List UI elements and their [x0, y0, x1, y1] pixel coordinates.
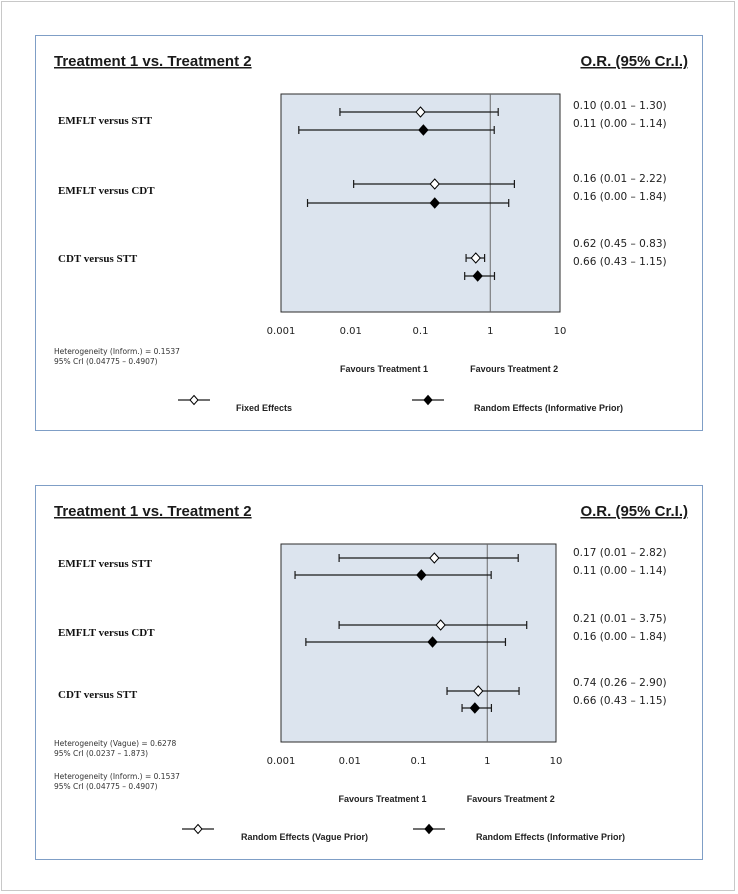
x-tick-label: 0.01	[339, 326, 362, 337]
or-value-label: 0.17 (0.01 – 2.82)	[573, 547, 667, 559]
forest-plot-1	[36, 36, 704, 432]
x-tick-label: 1	[484, 756, 491, 767]
legend-label: Random Effects (Informative Prior)	[474, 403, 624, 413]
comparison-label: EMFLT versus STT	[58, 558, 153, 570]
comparison-label: EMFLT versus CDT	[58, 627, 155, 639]
favours-treatment-1-label: Favours Treatment 1	[338, 794, 427, 804]
forest-plot-2	[36, 486, 704, 861]
heterogeneity-cri-label: 95% CrI (0.04775 – 0.4907)	[54, 357, 158, 366]
or-value-label: 0.16 (0.01 – 2.22)	[573, 173, 667, 185]
filled-diamond-icon	[425, 825, 433, 834]
heterogeneity-cri-label: 95% CrI (0.04775 – 0.4907)	[54, 782, 158, 791]
favours-treatment-2-label: Favours Treatment 2	[470, 364, 559, 374]
or-value-label: 0.10 (0.01 – 1.30)	[573, 100, 667, 112]
x-tick-label: 0.1	[412, 326, 429, 337]
x-tick-label: 0.001	[266, 756, 296, 767]
or-value-label: 0.16 (0.00 – 1.84)	[573, 191, 667, 203]
or-header: O.R. (95% Cr.I.)	[580, 503, 688, 520]
or-value-label: 0.66 (0.43 – 1.15)	[573, 256, 667, 268]
x-tick-label: 10	[549, 756, 563, 767]
open-diamond-icon	[190, 396, 198, 405]
legend-label: Random Effects (Vague Prior)	[241, 832, 369, 842]
heterogeneity-cri-label: 95% CrI (0.0237 – 1.873)	[54, 749, 149, 758]
x-tick-label: 10	[553, 326, 567, 337]
comparison-label: EMFLT versus CDT	[58, 185, 155, 197]
x-tick-label: 0.01	[338, 756, 361, 767]
filled-diamond-icon	[424, 396, 432, 405]
or-value-label: 0.11 (0.00 – 1.14)	[573, 118, 667, 130]
x-tick-label: 0.1	[410, 756, 427, 767]
or-value-label: 0.16 (0.00 – 1.84)	[573, 631, 667, 643]
x-tick-label: 1	[487, 326, 494, 337]
comparison-label: CDT versus STT	[58, 253, 138, 265]
open-diamond-icon	[194, 825, 202, 834]
or-value-label: 0.74 (0.26 – 2.90)	[573, 677, 667, 689]
chart-title: Treatment 1 vs. Treatment 2	[54, 503, 252, 520]
heterogeneity-label: Heterogeneity (Inform.) = 0.1537	[54, 347, 180, 356]
x-tick-label: 0.001	[266, 326, 296, 337]
favours-treatment-1-label: Favours Treatment 1	[340, 364, 429, 374]
or-header: O.R. (95% Cr.I.)	[580, 53, 688, 70]
or-value-label: 0.62 (0.45 – 0.83)	[573, 238, 667, 250]
comparison-label: EMFLT versus STT	[58, 115, 153, 127]
forest-plot-panel-1	[35, 35, 703, 431]
legend-label: Fixed Effects	[236, 403, 293, 413]
forest-plot-panel-2	[35, 485, 703, 860]
comparison-label: CDT versus STT	[58, 689, 138, 701]
heterogeneity-label: Heterogeneity (Vague) = 0.6278	[54, 739, 177, 748]
heterogeneity-label: Heterogeneity (Inform.) = 0.1537	[54, 772, 180, 781]
or-value-label: 0.11 (0.00 – 1.14)	[573, 565, 667, 577]
or-value-label: 0.21 (0.01 – 3.75)	[573, 613, 667, 625]
favours-treatment-2-label: Favours Treatment 2	[466, 794, 555, 804]
chart-title: Treatment 1 vs. Treatment 2	[54, 53, 252, 70]
or-value-label: 0.66 (0.43 – 1.15)	[573, 695, 667, 707]
legend-label: Random Effects (Informative Prior)	[476, 832, 626, 842]
